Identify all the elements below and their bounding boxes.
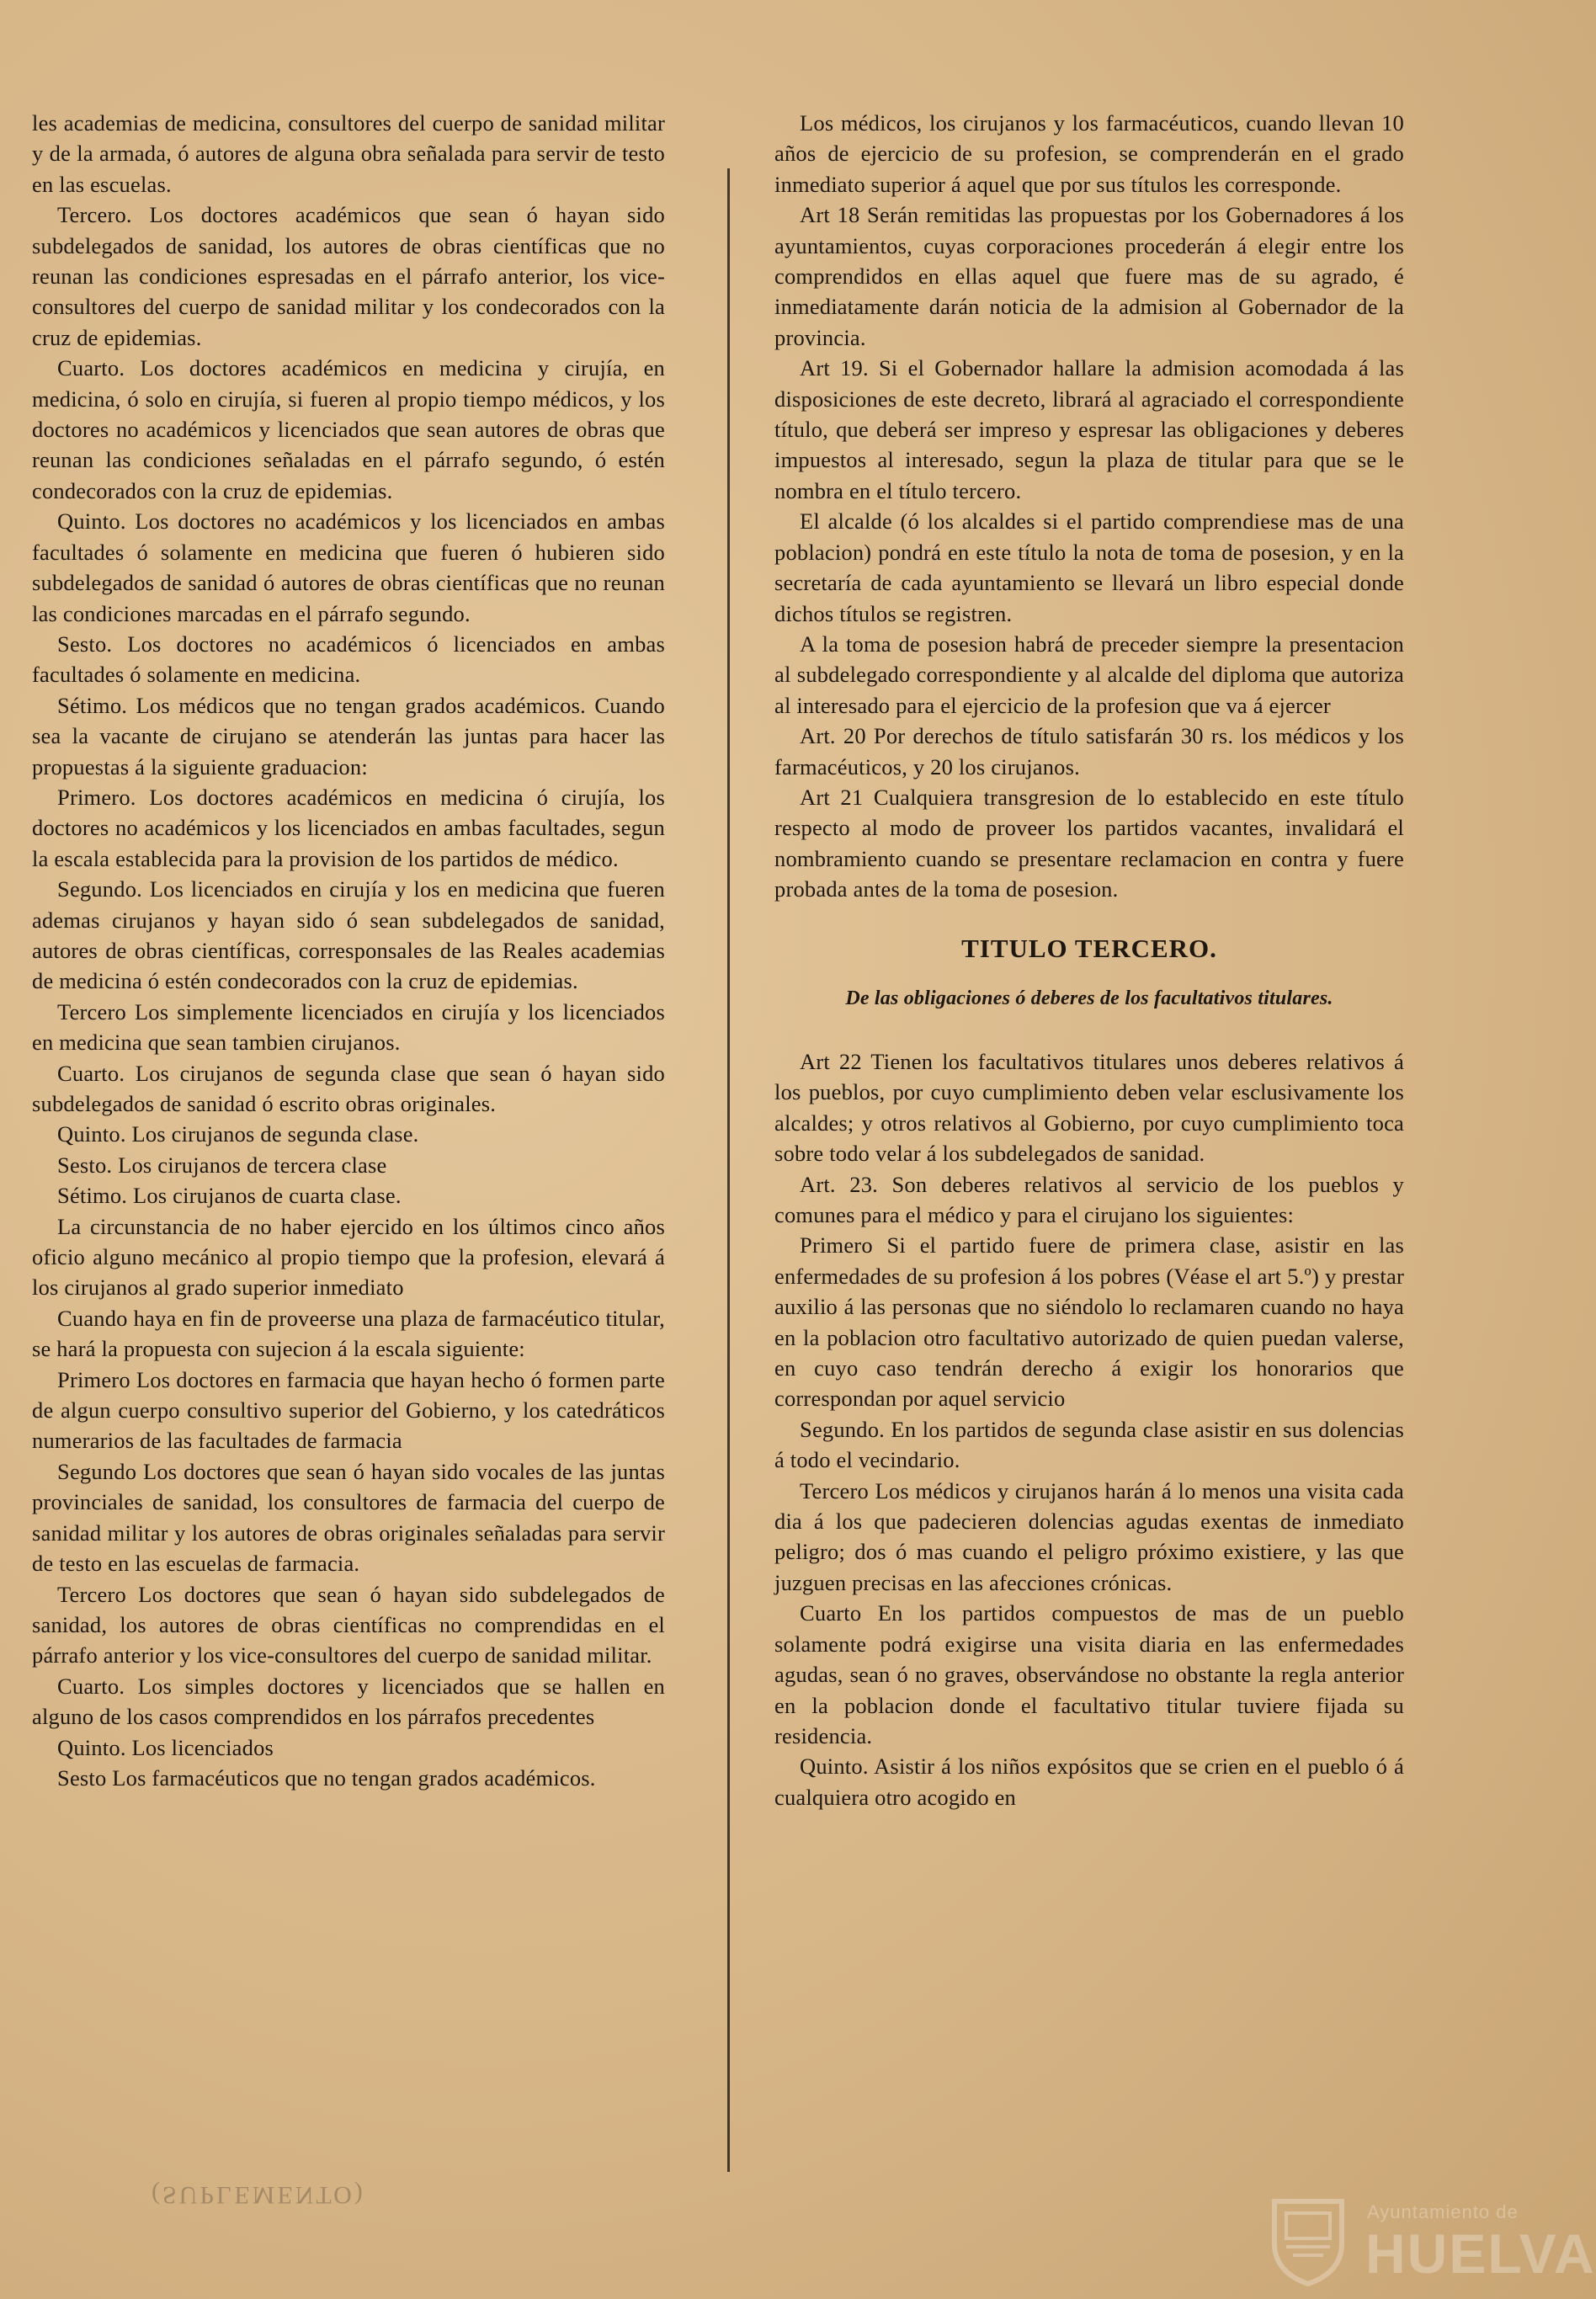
paragraph: Tercero Los doctores que sean ó hayan sido subdelegados de sanidad, los autores de obras científicas no comprendidas en el párrafo anterior y los vice-consultores del cuerpo de sanidad militar. xyxy=(32,1581,665,1668)
column-divider xyxy=(727,168,730,2172)
paragraph: A la toma de posesion habrá de preceder siempre la presentacion al subdelegado correspondiente y al alcalde del diploma que autoriza al interesado para el ejercicio de la profesion que va á ejercer xyxy=(774,631,1404,718)
paragraph: Segundo Los doctores que sean ó hayan sido vocales de las juntas provinciales de sanidad, los consultores de farmacia del cuerpo de sanidad militar y los autores de obras originales señaladas para servir de testo en las escuelas de farmacia. xyxy=(32,1458,665,1577)
right-column xyxy=(774,108,1404,1812)
paragraph: Sétimo. Los médicos que no tengan grados académicos. Cuando sea la vacante de cirujano se atenderán las juntas para hacer las propuestas á la siguiente graduacion: xyxy=(32,692,665,780)
watermark-line1: Ayuntamiento de xyxy=(1367,2201,1519,2222)
paragraph: Cuarto. Los cirujanos de segunda clase que sean ó hayan sido subdelegados de sanidad ó escrito obras originales. xyxy=(32,1060,665,1116)
paragraph: Sesto Los farmacéuticos que no tengan grados académicos. xyxy=(57,1764,596,1791)
paragraph: Sesto. Los cirujanos de tercera clase xyxy=(57,1152,387,1178)
paragraph: Cuando haya en fin de proveerse una plaza de farmacéutico titular, se hará la propuesta con sujecion á la escala siguiente: xyxy=(32,1305,665,1362)
paragraph: Art 22 Tienen los facultativos titulares unos deberes relativos á los pueblos, por cuyo cumplimiento deben velar esclusivamente los alcaldes; y otros relativos al Gobierno, por cuyo cumplimiento toca sobre todo velar á los subdelegados de sanidad. xyxy=(774,1048,1404,1167)
paragraph: Quinto. Los doctores no académicos y los licenciados en ambas facultades ó solamente en medicina que fueren ó hubieren sido subdelegados de sanidad ó autores de obras científicas que no reunan las condiciones marcadas en el párrafo segundo. xyxy=(32,508,665,626)
paragraph: Cuarto. Los doctores académicos en medicina y cirujía, en medicina, ó solo en cirujía, si fueren al propio tiempo médicos, y los doctores no académicos y licenciados que sean autores de obras que reunan las condiciones señaladas en el párrafo segundo, ó estén condecorados con la cruz de epidemias. xyxy=(32,355,665,503)
paragraph: Art 19. Si el Gobernador hallare la admision acomodada á las disposiciones de este decreto, librará al agraciado el correspondiente título, que deberá ser impreso y espresar las obligaciones y deberes impuestos al interesado, segun la plaza de titular para que se le nombra en el título tercero. xyxy=(774,355,1404,503)
paragraph: Cuarto. Los simples doctores y licenciados que se hallen en alguno de los casos comprendidos en los párrafos precedentes xyxy=(32,1673,665,1730)
section-title: TITULO TERCERO. xyxy=(961,933,1217,963)
paragraph: Los médicos, los cirujanos y los farmacéuticos, cuando llevan 10 años de ejercicio de su profesion, se comprenderán en el grado inmediato superior á aquel que por sus títulos les corresponde. xyxy=(774,110,1404,197)
paragraph: El alcalde (ó los alcaldes si el partido comprendiese mas de una poblacion) pondrá en este título la nota de toma de posesion, y en la secretaría de cada ayuntamiento se llevará un libro especial donde dichos títulos se registren. xyxy=(774,508,1404,626)
paragraph: Art. 20 Por derechos de título satisfarán 30 rs. los médicos y los farmacéuticos, y 20 los cirujanos. xyxy=(774,723,1404,780)
paragraph: Primero Si el partido fuere de primera clase, asistir en las enfermedades de su profesion á los pobres (Véase el art 5.º) y prestar auxilio á las personas que no siéndolo lo reclamaren cuando no haya en la poblacion otro facultativo autorizado de quien puedan valerse, en cuyo caso tendrán derecho á exigir los honorarios que correspondan por aquel servicio xyxy=(774,1232,1404,1412)
paragraph: Primero. Los doctores académicos en medicina ó cirujía, los doctores no académicos y los licenciados en ambas facultades, segun la escala establecida para la provision de los partidos de médico. xyxy=(32,784,665,871)
paragraph: Quinto. Asistir á los niños expósitos que se crien en el pueblo ó á cualquiera otro acogido en xyxy=(774,1754,1404,1810)
paragraph: Segundo. Los licenciados en cirujía y los en medicina que fueren ademas cirujanos y hayan sido ó sean subdelegados de sanidad, autores de obras científicas, corresponsales de las Reales academias de medicina ó estén condecorados con la cruz de epidemias. xyxy=(32,876,665,994)
paragraph: Art. 23. Son deberes relativos al servicio de los pueblos y comunes para el médico y para el cirujano los siguientes: xyxy=(774,1171,1404,1227)
right-column-obligations xyxy=(774,1046,1404,1812)
paragraph: les academias de medicina, consultores del cuerpo de sanidad militar y de la armada, ó autores de alguna obra señalada para servir de testo en las escuelas. xyxy=(32,110,665,197)
paragraph: Tercero. Los doctores académicos que sean ó hayan sido subdelegados de sanidad, los autores de obras científicas que no reunan las condiciones espresadas en el párrafo anterior, los vice-consultores del cuerpo de sanidad militar y los condecorados con la cruz de epidemias. xyxy=(32,202,665,350)
archive-watermark xyxy=(1268,2191,1596,2292)
paragraph: Quinto. Los cirujanos de segunda clase. xyxy=(57,1121,419,1147)
paragraph: Cuarto En los partidos compuestos de mas de un pueblo solamente podrá exigirse una visita diaria en las enfermedades agudas, sean ó no graves, observándose no obstante la regla anterior en la poblacion donde el facultativo titular tuviere fijada su residencia. xyxy=(774,1600,1404,1748)
paragraph: Quinto. Los licenciados xyxy=(57,1734,274,1760)
paragraph: Primero Los doctores en farmacia que hayan hecho ó formen parte de algun cuerpo consultivo superior del Gobierno, y los catedráticos numerarios de las facultades de farmacia xyxy=(32,1366,665,1454)
paragraph: La circunstancia de no haber ejercido en los últimos cinco años oficio alguno mecánico al propio tiempo que la profesion, elevará á los cirujanos al grado superior inmediato xyxy=(32,1213,665,1301)
watermark-line2: HUELVA xyxy=(1365,2222,1596,2285)
right-column-articles xyxy=(774,108,1404,905)
paragraph: Art 21 Cualquiera transgresion de lo establecido en este título respecto al modo de proveer los partidos vacantes, invalidará el nombramiento cuando se presentare reclamacion en contra y fuere probada antes de la toma de posesion. xyxy=(774,784,1404,902)
left-column xyxy=(32,108,665,1793)
paragraph: Sétimo. Los cirujanos de cuarta clase. xyxy=(57,1183,402,1209)
paragraph: Tercero Los simplemente licenciados en cirujía y los licenciados en medicina que sean tambien cirujanos. xyxy=(32,998,665,1056)
paragraph: Art 18 Serán remitidas las propuestas por los Gobernadores á los ayuntamientos, cuyas corporaciones procederán á elegir entre los comprendidos en ellas aquel que fuere mas de su agrado, é inmediatamente darán noticia de la admision al Gobernador de la provincia. xyxy=(774,202,1404,350)
paragraph: Segundo. En los partidos de segunda clase asistir en sus dolencias á todo el vecindario. xyxy=(774,1416,1404,1473)
bleed-through-text: (SUPLEMENTO) xyxy=(152,2181,365,2209)
section-subtitle: De las obligaciones ó deberes de los facultativos titulares. xyxy=(845,987,1333,1009)
coat-of-arms-icon xyxy=(1268,2195,1349,2287)
paragraph: Tercero Los médicos y cirujanos harán á lo menos una visita cada dia á los que padecieren dolencias agudas exentas de inmediato peligro; dos ó mas cuando el peligro próximo existiere, y las que juzguen precisas en las afecciones crónicas. xyxy=(774,1477,1404,1595)
paragraph: Sesto. Los doctores no académicos ó licenciados en ambas facultades ó solamente en medicina. xyxy=(32,631,665,688)
